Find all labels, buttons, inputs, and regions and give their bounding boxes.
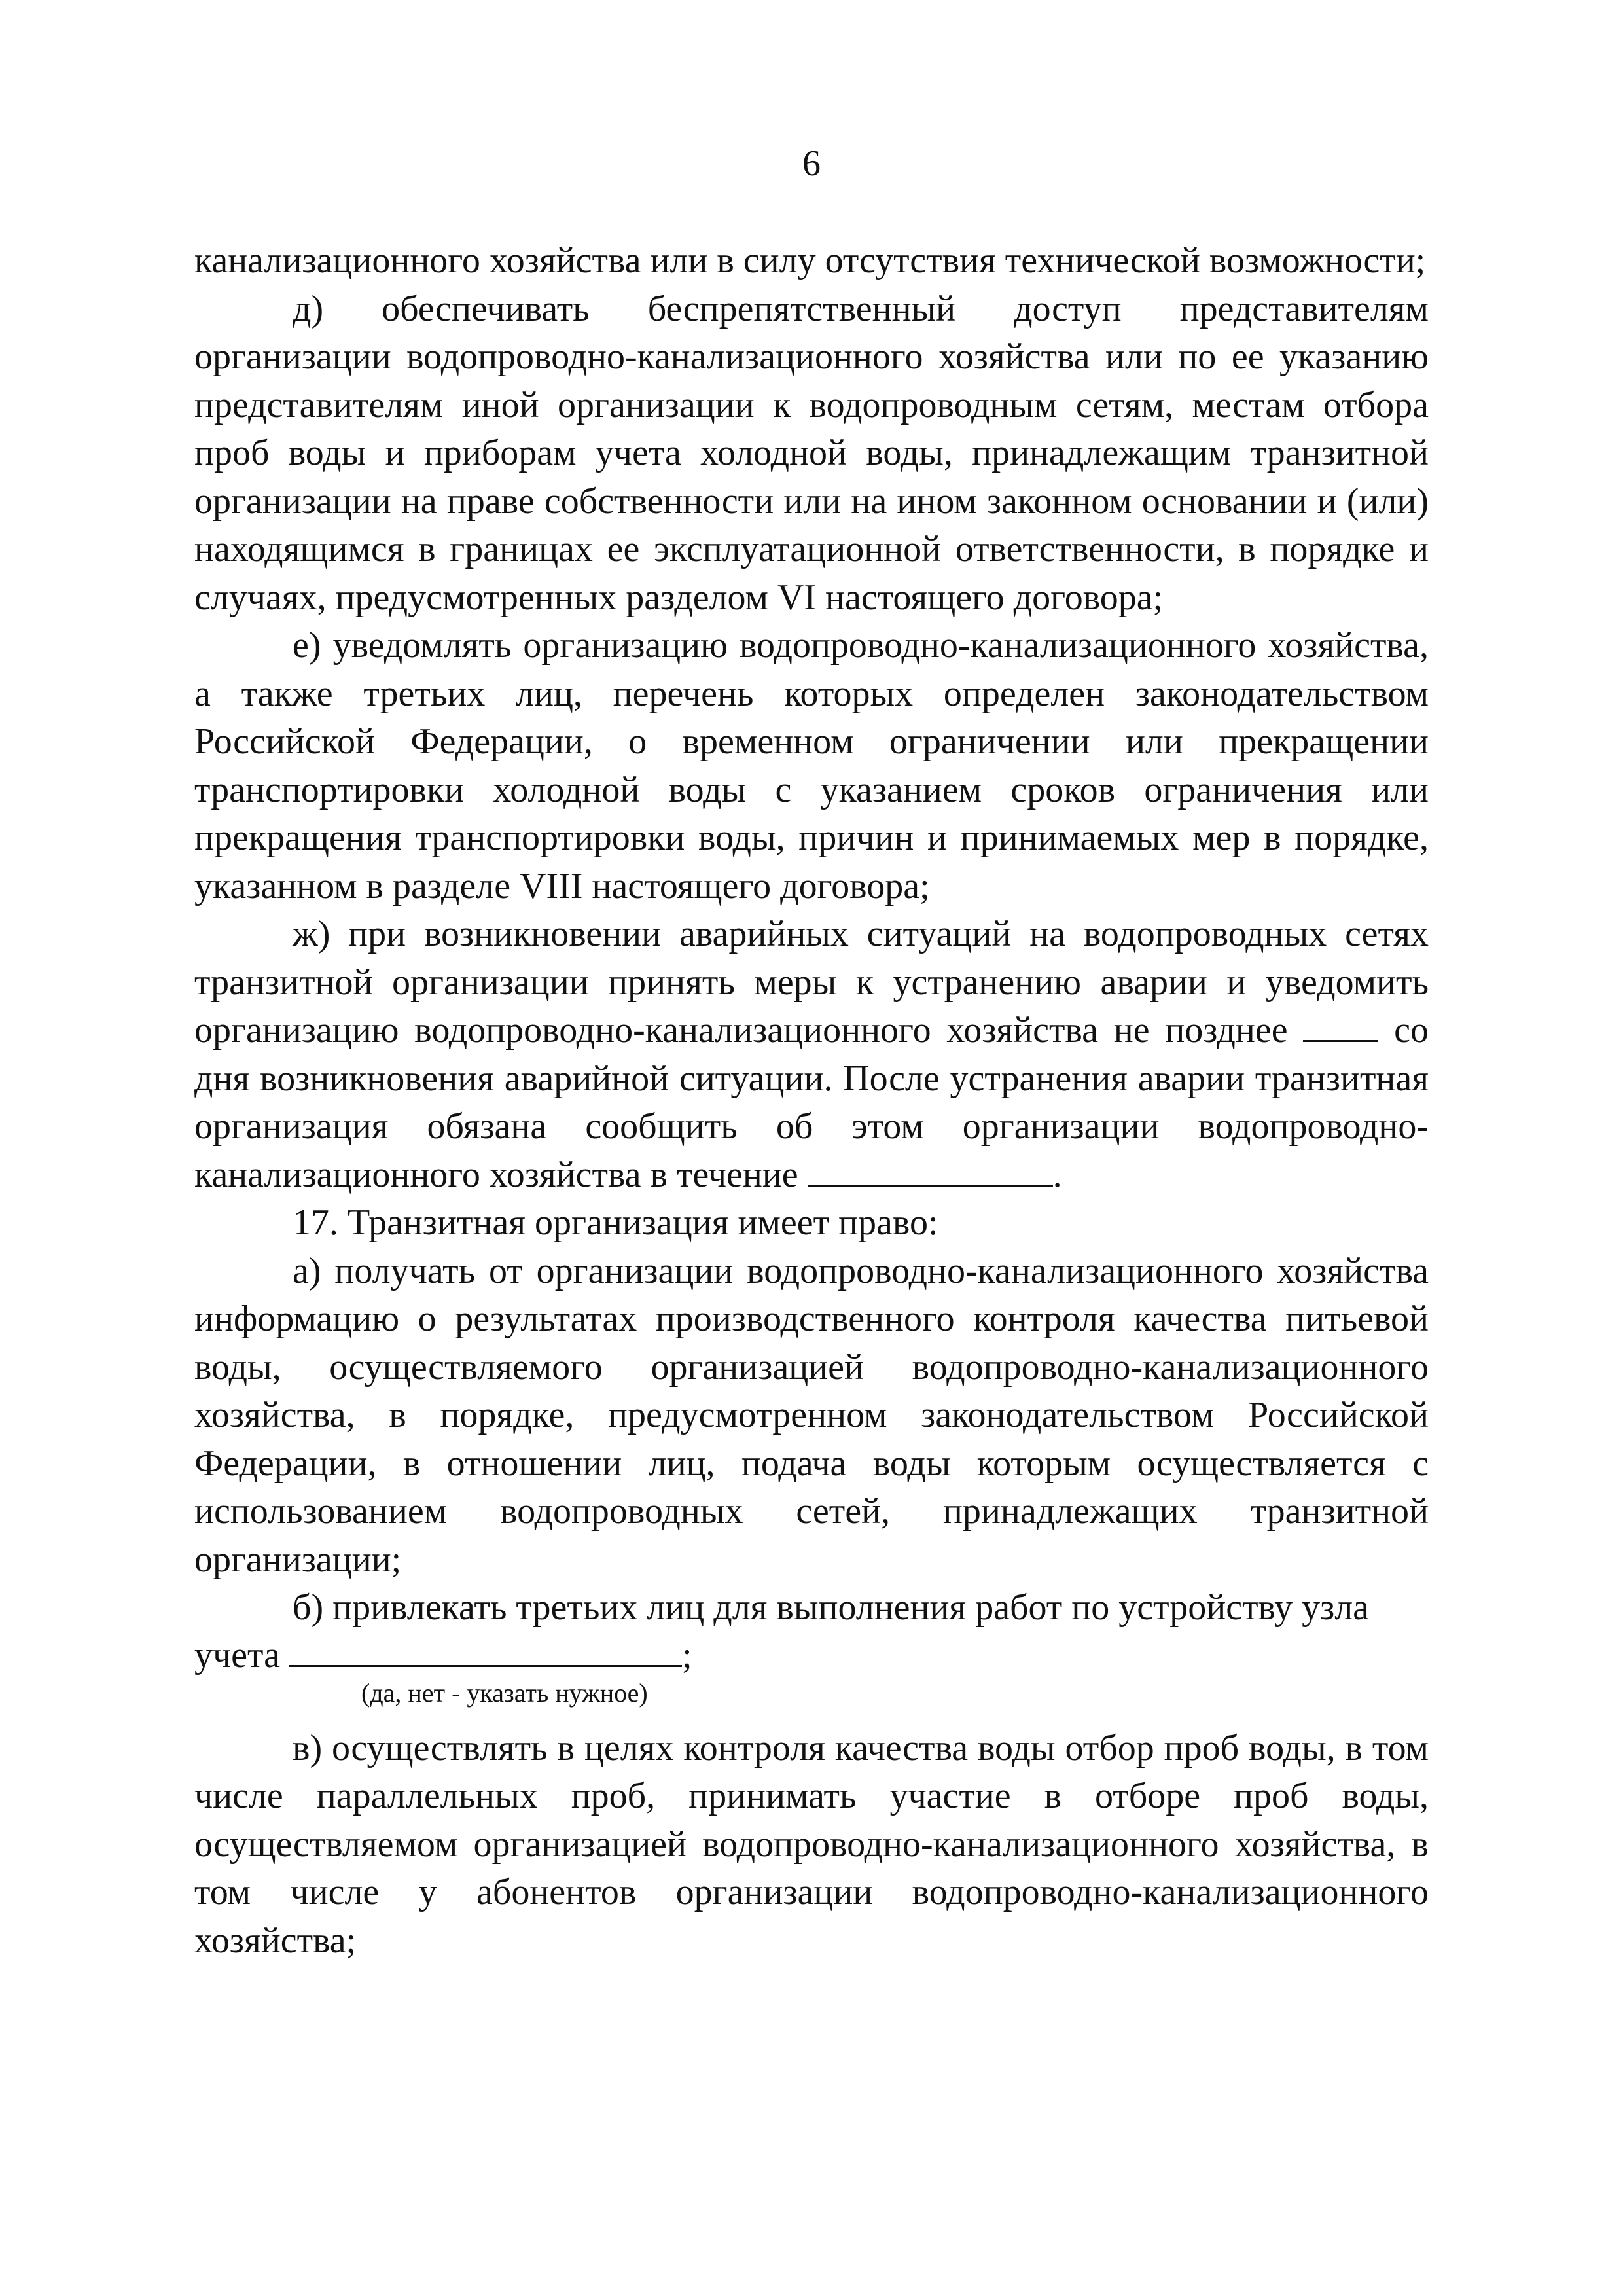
page-number: 6: [802, 143, 821, 184]
fill-in-blank-deadline[interactable]: [1303, 1007, 1378, 1042]
document-body: [194, 237, 1429, 1965]
paragraph-item-zh-end: .: [1052, 1154, 1062, 1195]
paragraph-item-b: б) привлекать третьих лиц для выполнения работ по устройству узла: [293, 1587, 1369, 1628]
meter-label: учета: [194, 1634, 281, 1676]
paragraph-clause-17: 17. Транзитная организация имеет право:: [293, 1202, 938, 1243]
paragraph-continuation: канализационного хозяйства или в силу отсутствия технической возможности;: [194, 240, 1426, 281]
paragraph-item-zh-text-2: со дня возникновения аварийной ситуации. После устранения аварии транзитная организация обязана сообщить об этом организации водопроводно-канализационного хозяйства в течение: [194, 1010, 1429, 1195]
paragraph-item-zh-text-1: ж) при возникновении аварийных ситуаций на водопроводных сетях транзитной организации принять меры к устранению аварии и уведомить организацию водопроводно-канализационного хозяйства не позднее: [194, 914, 1429, 1050]
meter-fill-in-block: [194, 1632, 1429, 1712]
fill-in-hint: (да, нет - указать нужное): [361, 1677, 648, 1708]
paragraph-item-a: а) получать от организации водопроводно-канализационного хозяйства информацию о результатах производственного контроля качества питьевой воды, осуществляемого организацией водопроводно-канализационного хозяйства, в порядке, предусмотренном законодательством Российской Федерации, в отношении лиц, подача воды которым осуществляется с использованием водопроводных сетей, принадлежащих транзитной организации;: [194, 1250, 1429, 1580]
paragraph-item-zh: [194, 910, 1429, 1199]
meter-end: ;: [682, 1634, 692, 1676]
paragraph-item-e: е) уведомлять организацию водопроводно-канализационного хозяйства, а также третьих лиц, перечень которых определен законодательством Российской Федерации, о временном ограничении или прекращении транспортировки холодной воды с указанием сроков ограничения или прекращения транспортировки воды, причин и принимаемых мер в порядке, указанном в разделе VIII настоящего договора;: [194, 625, 1429, 906]
fill-in-blank-period[interactable]: [808, 1152, 1053, 1187]
paragraph-item-v: в) осуществлять в целях контроля качества воды отбор проб воды, в том числе параллельных проб, принимать участие в отборе проб воды, осуществляемом организацией водопроводно-канализационного хозяйства, в том числе у абонентов организации водопроводно-канализационного хозяйства;: [194, 1727, 1429, 1961]
fill-in-blank-meter[interactable]: [289, 1632, 682, 1667]
paragraph-item-d: д) обеспечивать беспрепятственный доступ представителям организации водопроводно-канализационного хозяйства или по ее указанию представителям иной организации к водопроводным сетям, местам отбора проб воды и приборам учета холодной воды, принадлежащим транзитной организации на праве собственности или на ином законном основании и (или) находящимся в границах ее эксплуатационной ответственности, в порядке и случаях, предусмотренных разделом VI настоящего договора;: [194, 288, 1429, 618]
